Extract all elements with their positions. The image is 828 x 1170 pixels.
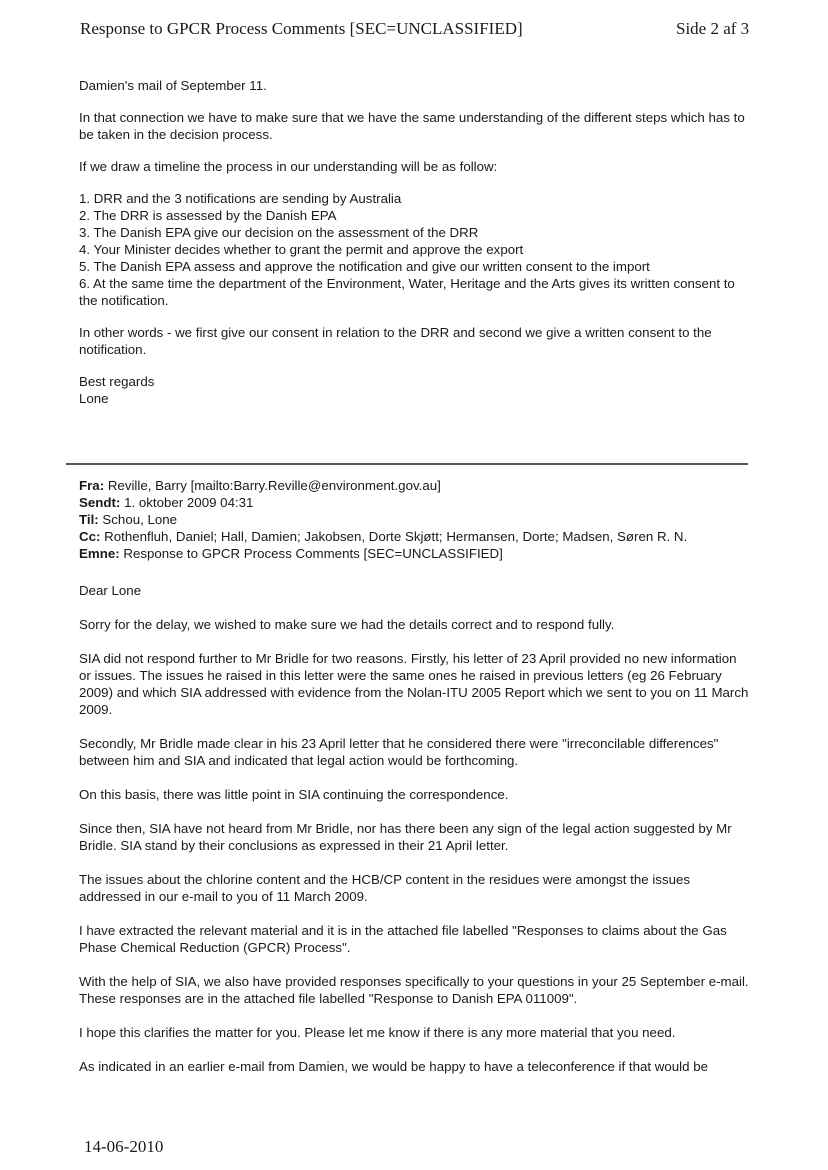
signature: Lone: [79, 391, 109, 406]
list-item: 1. DRR and the 3 notifications are sending by Australia: [79, 191, 402, 206]
paragraph: I hope this clarifies the matter for you. Please let me know if there is any more material that you need.: [79, 1025, 676, 1040]
paragraph: If we draw a timeline the process in our understanding will be as follow:: [79, 159, 498, 174]
cc-value: Rothenfluh, Daniel; Hall, Damien; Jakobsen, Dorte Skjøtt; Hermansen, Dorte; Madsen, Søren R. N.: [104, 529, 688, 544]
paragraph: In other words - we first give our consent in relation to the DRR and second we give a written consent to the notification.: [79, 325, 712, 357]
from-line: [79, 477, 751, 494]
list-item: 5. The Danish EPA assess and approve the notification and give our written consent to the import: [79, 259, 650, 274]
paragraph: With the help of SIA, we also have provided responses specifically to your questions in your 25 September e-mail. These responses are in the attached file labelled "Response to Danish EPA 011009".: [79, 974, 749, 1006]
list-item: 2. The DRR is assessed by the Danish EPA: [79, 208, 337, 223]
to-line: [79, 511, 751, 528]
page-header-title: Response to GPCR Process Comments [SEC=UNCLASSIFIED]: [80, 19, 523, 38]
sent-label: Sendt:: [79, 495, 121, 510]
paragraph: In that connection we have to make sure that we have the same understanding of the different steps which has to be taken in the decision process.: [79, 110, 745, 142]
from-label: Fra:: [79, 478, 105, 493]
process-steps-list: [79, 190, 751, 309]
list-item: 3. The Danish EPA give our decision on the assessment of the DRR: [79, 225, 479, 240]
subject-value: Response to GPCR Process Comments [SEC=UNCLASSIFIED]: [123, 546, 503, 561]
paragraph: The issues about the chlorine content and the HCB/CP content in the residues were amongst the issues addressed in our e-mail to you of 11 March 2009.: [79, 872, 691, 904]
cc-line: [79, 528, 751, 545]
paragraph: I have extracted the relevant material and it is in the attached file labelled "Responses to claims about the Gas Phase Chemical Reduction (GPCR) Process".: [79, 923, 727, 955]
cc-label: Cc:: [79, 529, 101, 544]
paragraph: Damien's mail of September 11.: [79, 78, 267, 93]
email-header-block: [79, 477, 751, 562]
salutation: Dear Lone: [79, 583, 142, 598]
paragraph: Secondly, Mr Bridle made clear in his 23 April letter that he considered there were "irreconcilable differences" between him and SIA and indicated that legal action would be forthcoming.: [79, 736, 719, 768]
list-item: 6. At the same time the department of the Environment, Water, Heritage and the Arts gives its written consent to the notification.: [79, 276, 735, 308]
paragraph: Since then, SIA have not heard from Mr Bridle, nor has there been any sign of the legal action suggested by Mr Bridle. SIA stand by their conclusions as expressed in their 21 April letter.: [79, 821, 732, 853]
paragraph: On this basis, there was little point in SIA continuing the correspondence.: [79, 787, 509, 802]
divider: [66, 463, 748, 465]
paragraph: SIA did not respond further to Mr Bridle for two reasons. Firstly, his letter of 23 April provided no new information or issues. The issues he raised in this letter were the same ones he raised in previous letters (eg 26 February 2009) and which SIA addressed with evidence from the Nolan-ITU 2005 Report which we sent to you on 11 March 2009.: [79, 651, 749, 717]
sent-value: 1. oktober 2009 04:31: [124, 495, 254, 510]
sent-line: [79, 494, 751, 511]
from-value: Reville, Barry [mailto:Barry.Reville@environment.gov.au]: [107, 478, 441, 493]
footer-date: 14-06-2010: [84, 1137, 164, 1156]
closing: Best regards: [79, 374, 155, 389]
paragraph: As indicated in an earlier e-mail from Damien, we would be happy to have a teleconference if that would be: [79, 1059, 708, 1074]
to-label: Til:: [79, 512, 99, 527]
subject-label: Emne:: [79, 546, 120, 561]
page-number: Side 2 af 3: [676, 19, 750, 38]
list-item: 4. Your Minister decides whether to grant the permit and approve the export: [79, 242, 524, 257]
subject-line: [79, 545, 751, 562]
signature-block: [79, 373, 751, 407]
to-value: Schou, Lone: [102, 512, 178, 527]
paragraph: Sorry for the delay, we wished to make sure we had the details correct and to respond fully.: [79, 617, 615, 632]
message-body: [79, 77, 751, 451]
reply-body: [79, 582, 751, 1092]
